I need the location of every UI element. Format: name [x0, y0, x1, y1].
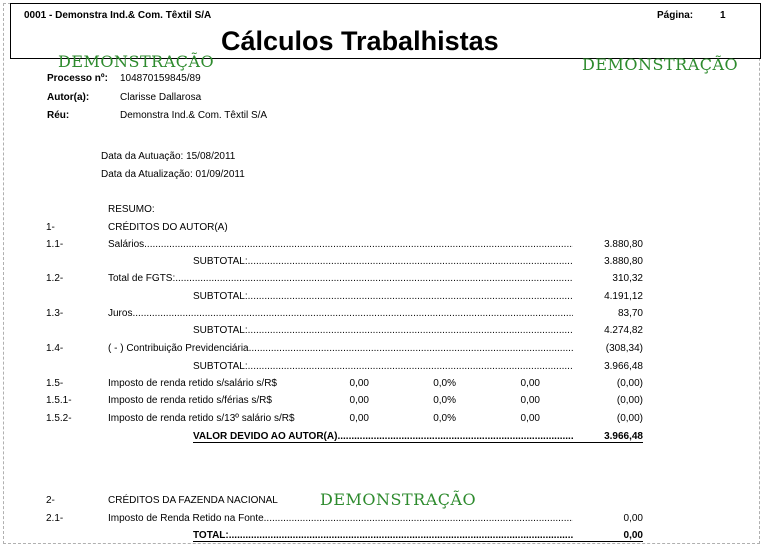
- resumo-label: RESUMO:: [108, 204, 155, 215]
- reu-value: Demonstra Ind.& Com. Têxtil S/A: [120, 110, 268, 121]
- section2-title: CRÉDITOS DA FAZENDA NACIONAL: [108, 495, 278, 506]
- row-label: Juros .....: [108, 308, 573, 319]
- total-fazenda-value: 0,00: [553, 530, 643, 542]
- subtotal-label: SUBTOTAL: .....: [193, 256, 573, 267]
- tax-row-rate: 0,0%: [433, 413, 456, 424]
- tax-row-value: (0,00): [616, 413, 643, 424]
- section1-title: CRÉDITOS DO AUTOR(A): [108, 222, 228, 233]
- autor-label: Autor(a):: [47, 92, 90, 103]
- row-code: 1.1-: [46, 239, 64, 250]
- total-autor-value: 3.966,48: [553, 431, 643, 443]
- tax-row-amount: 0,00: [520, 413, 540, 424]
- subtotal-value: 4.274,82: [604, 325, 643, 336]
- total-fazenda-label: TOTAL: .....: [193, 530, 573, 542]
- subtotal-label: SUBTOTAL: .....: [193, 325, 573, 336]
- page-label: Página:: [657, 10, 694, 21]
- watermark-left: DEMONSTRAÇÃO: [58, 52, 215, 71]
- subtotal-value: 3.880,80: [604, 256, 643, 267]
- section2-number: 2-: [46, 495, 55, 506]
- tax-row-amount: 0,00: [520, 395, 540, 406]
- tax-row-label: Imposto de renda retido s/férias s/R$: [108, 395, 272, 406]
- row-value: 83,70: [617, 308, 643, 319]
- tax-row-base: 0,00: [349, 395, 369, 406]
- company-name: 0001 - Demonstra Ind.& Com. Têxtil S/A: [24, 10, 212, 21]
- subtotal-label: SUBTOTAL: .....: [193, 361, 573, 372]
- subtotal-value: 4.191,12: [604, 291, 643, 302]
- tax-row-label: Imposto de renda retido s/salário s/R$: [108, 378, 277, 389]
- tax-row-value: (0,00): [616, 395, 643, 406]
- section1-number: 1-: [46, 222, 55, 233]
- row-label: Total de FGTS: .....: [108, 273, 573, 284]
- row-value: 0,00: [623, 513, 643, 524]
- tax-row-amount: 0,00: [520, 378, 540, 389]
- tax-row-code: 1.5.2-: [46, 413, 72, 424]
- row-code: 1.4-: [46, 343, 64, 354]
- row-value: (308,34): [605, 343, 643, 354]
- processo-label: Processo nº:: [47, 73, 108, 84]
- tax-row-base: 0,00: [349, 378, 369, 389]
- tax-row-value: (0,00): [616, 378, 643, 389]
- row-value: 3.880,80: [604, 239, 643, 250]
- row-label: Salários .....: [108, 239, 573, 250]
- row-code: 1.2-: [46, 273, 64, 284]
- processo-value: 104870159845/89: [120, 73, 201, 84]
- row-value: 310,32: [612, 273, 643, 284]
- data-atualizacao: Data da Atualização: 01/09/2011: [101, 169, 245, 180]
- subtotal-value: 3.966,48: [604, 361, 643, 372]
- row-label: ( - ) Contribuição Previdenciária .....: [108, 343, 573, 354]
- tax-row-base: 0,00: [349, 413, 369, 424]
- tax-row-code: 1.5.1-: [46, 395, 72, 406]
- tax-row-rate: 0,0%: [433, 395, 456, 406]
- tax-row-label: Imposto de renda retido s/13º salário s/R$: [108, 413, 295, 424]
- row-code: 2.1-: [46, 513, 64, 524]
- tax-row-rate: 0,0%: [433, 378, 456, 389]
- row-label: Imposto de Renda Retido na Fonte .....: [108, 513, 573, 524]
- reu-label: Réu:: [47, 110, 70, 121]
- report-header: [10, 3, 761, 59]
- watermark-bottom: DEMONSTRAÇÃO: [320, 490, 477, 509]
- row-code: 1.3-: [46, 308, 64, 319]
- total-autor-label: VALOR DEVIDO AO AUTOR(A) .....: [193, 431, 573, 443]
- tax-row-code: 1.5-: [46, 378, 64, 389]
- subtotal-label: SUBTOTAL: .....: [193, 291, 573, 302]
- page-number: 1: [720, 10, 726, 21]
- autor-value: Clarisse Dallarosa: [120, 92, 202, 103]
- watermark-right: DEMONSTRAÇÃO: [582, 55, 739, 74]
- report-title: Cálculos Trabalhistas: [221, 26, 499, 56]
- data-autuacao: Data da Autuação: 15/08/2011: [101, 151, 236, 162]
